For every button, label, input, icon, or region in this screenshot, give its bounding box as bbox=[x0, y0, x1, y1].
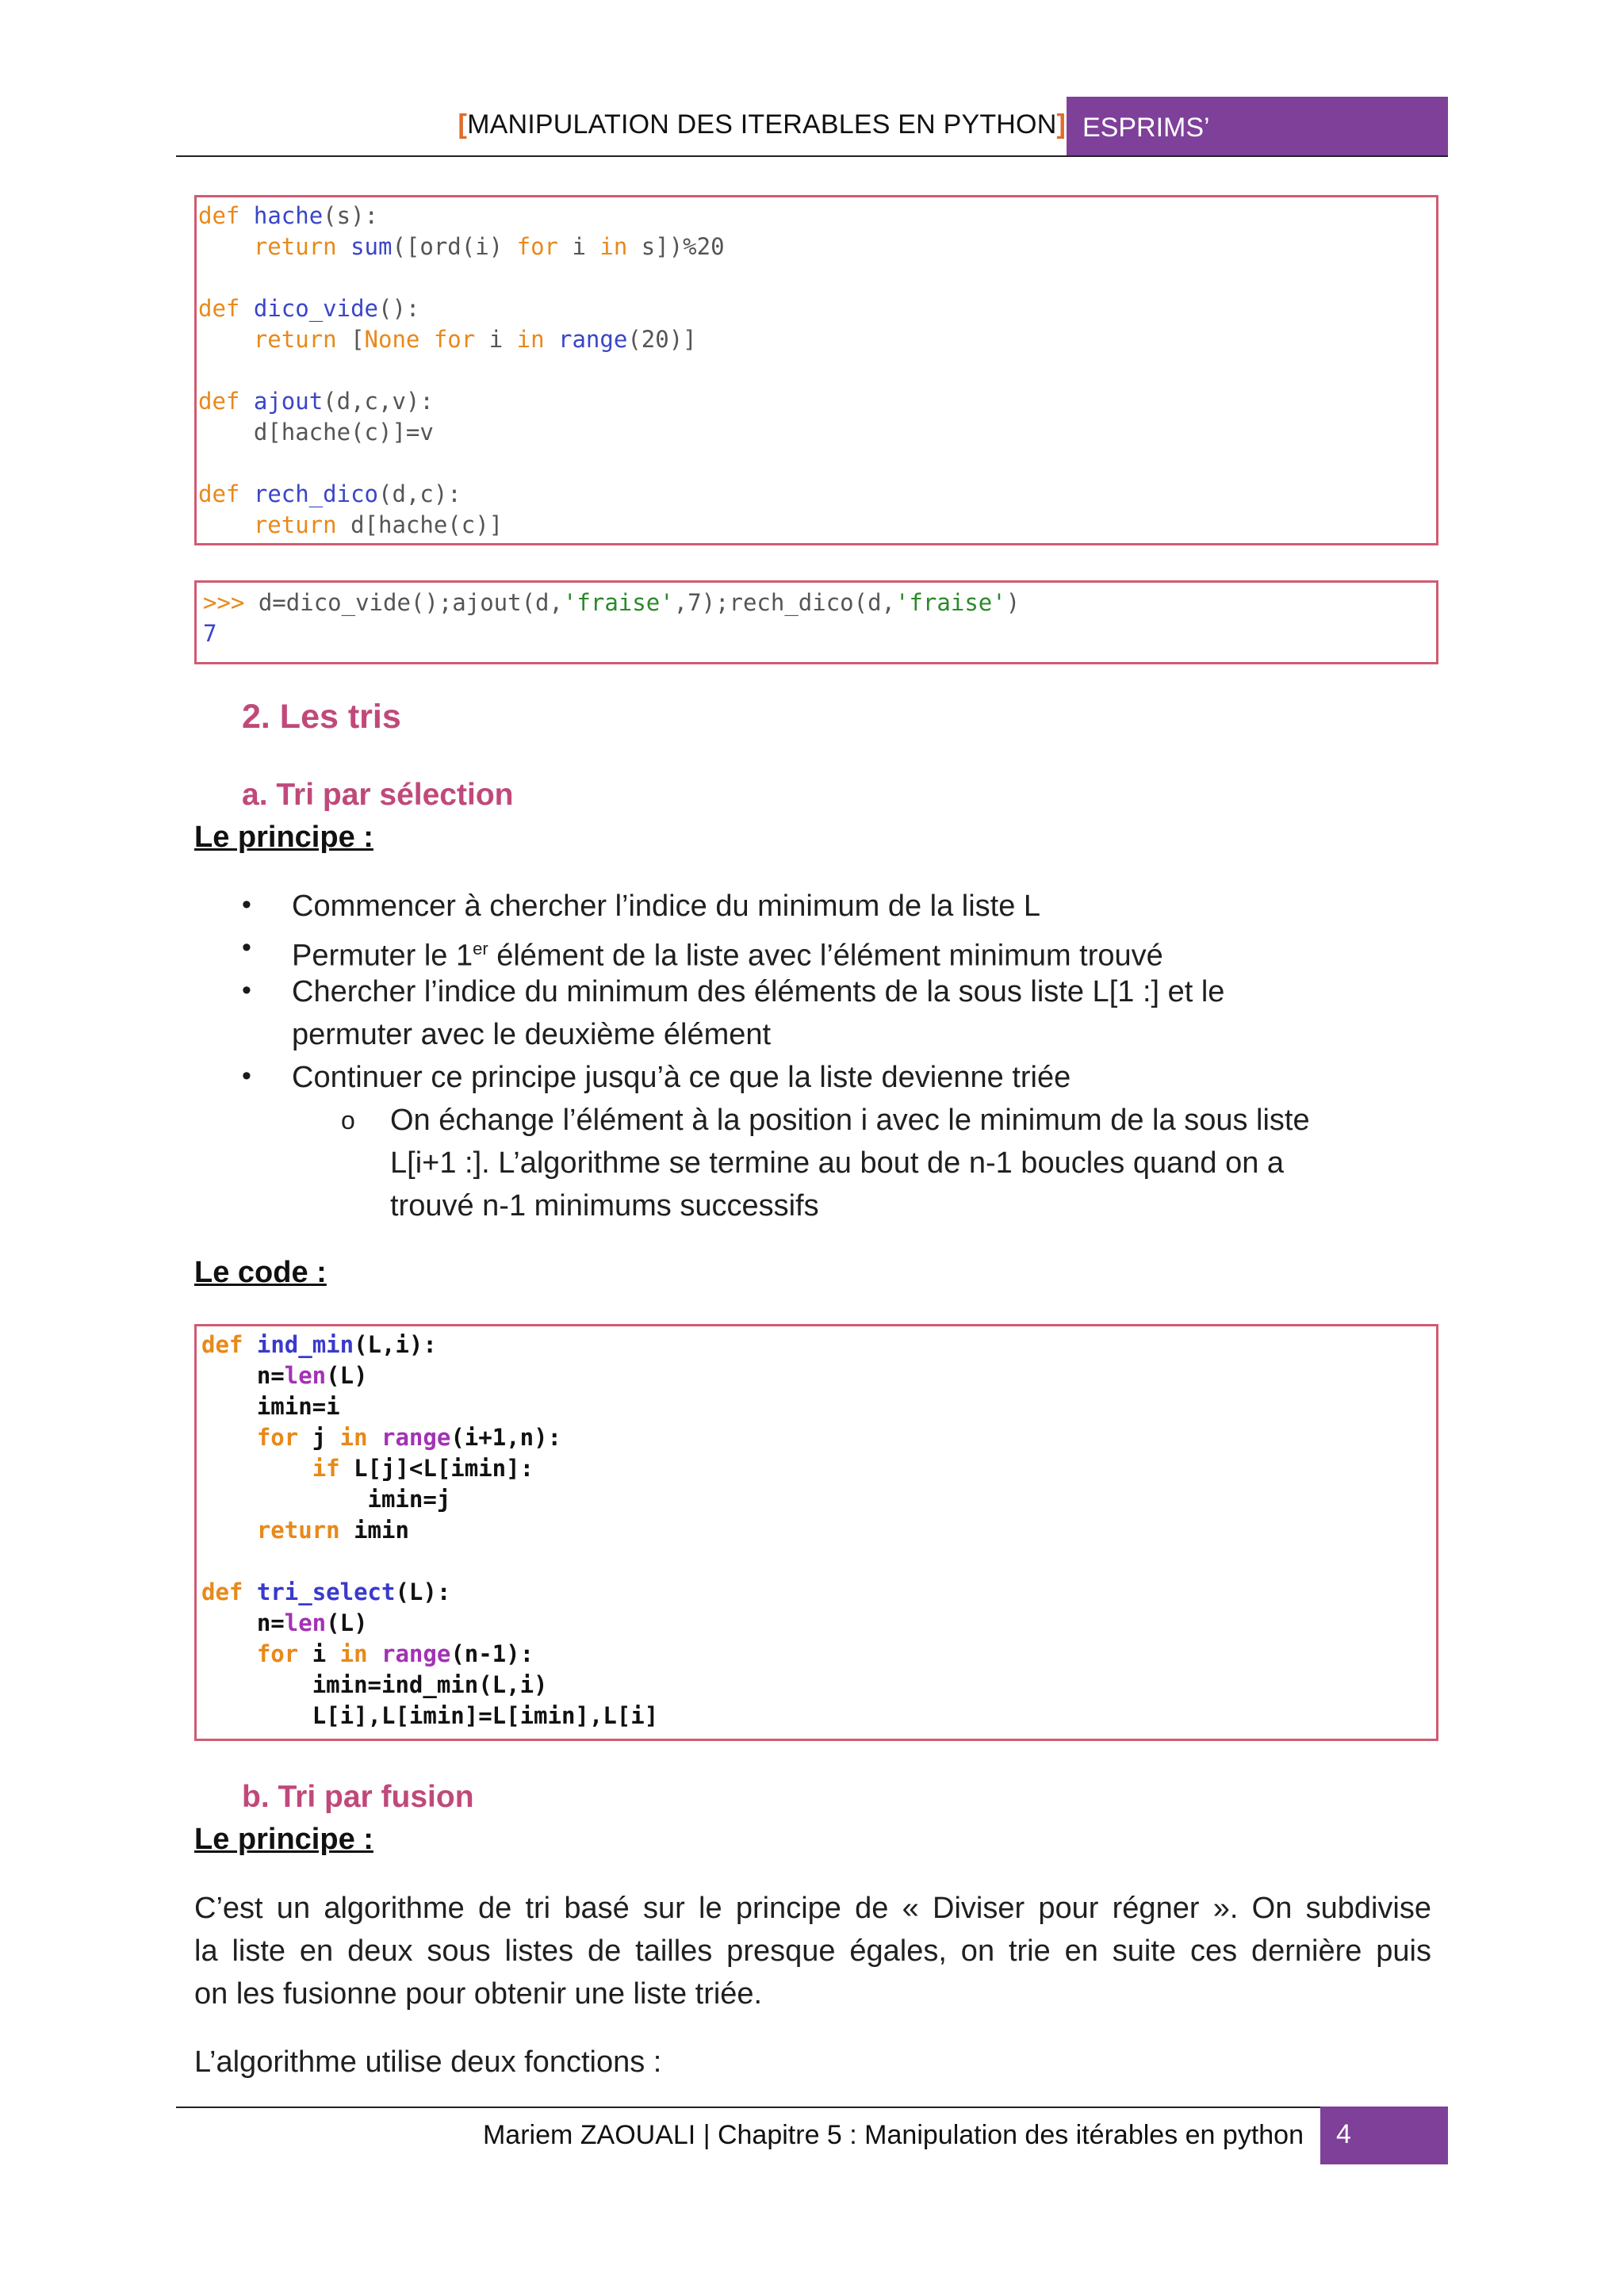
header-title bbox=[458, 109, 1066, 140]
section-title: 2. Les tris bbox=[242, 698, 401, 736]
page-number-band bbox=[1320, 2107, 1448, 2164]
shell-output-line: 7 bbox=[203, 620, 217, 647]
header-divider bbox=[176, 155, 1448, 157]
code-line: def ind_min(L,i): bbox=[201, 1331, 437, 1358]
code-line: L[i],L[imin]=L[imin],L[i] bbox=[312, 1702, 659, 1729]
sub-bullet-text: On échange l’élément à la position i avec le minimum de la sous liste bbox=[390, 1104, 1310, 1137]
principe-label: Le principe : bbox=[194, 821, 373, 854]
code-line: return imin bbox=[256, 1517, 409, 1544]
code-line: for j in range(i+1,n): bbox=[256, 1424, 562, 1451]
code-line: def dico_vide(): bbox=[198, 295, 420, 322]
code-line: n=len(L) bbox=[256, 1609, 368, 1636]
shell-command-line: >>> d=dico_vide();ajout(d,'fraise',7);rech_dico(d,'fraise') bbox=[203, 589, 1021, 616]
header-bracket-open: [ bbox=[458, 109, 468, 140]
bullet-marker: • bbox=[242, 975, 251, 1005]
principe-label-fusion: Le principe : bbox=[194, 1823, 373, 1856]
code-line: imin=j bbox=[367, 1486, 451, 1513]
code-line: def ajout(d,c,v): bbox=[198, 388, 434, 415]
code-line: return sum([ord(i) for i in s])%20 bbox=[253, 233, 725, 260]
paragraph-intro: L’algorithme utilise deux fonctions : bbox=[194, 2045, 662, 2079]
paragraph-line: C’est un algorithme de tri basé sur le principe de « Diviser pour régner ». On subdivise bbox=[194, 1892, 1431, 1925]
subsection-title-selection: a. Tri par sélection bbox=[242, 778, 514, 812]
code-line: def tri_select(L): bbox=[201, 1578, 451, 1605]
footer-text: Mariem ZAOUALI | Chapitre 5 : Manipulation des itérables en python bbox=[482, 2120, 1304, 2150]
code-line: def hache(s): bbox=[198, 202, 379, 229]
code-line: if L[j]<L[imin]: bbox=[312, 1455, 534, 1482]
page-number: 4 bbox=[1336, 2119, 1351, 2149]
code-label: Le code : bbox=[194, 1256, 327, 1289]
bullet-text: Continuer ce principe jusqu’à ce que la liste devienne triée bbox=[292, 1061, 1071, 1094]
code-line: return [None for i in range(20)] bbox=[253, 326, 697, 353]
header-band-label: ESPRIMS’ bbox=[1082, 113, 1210, 143]
bullet-text: Chercher l’indice du minimum des éléments de la sous liste L[1 :] et le bbox=[292, 975, 1225, 1008]
bullet-text-continued: permuter avec le deuxième élément bbox=[292, 1018, 772, 1051]
header-band bbox=[1067, 97, 1448, 157]
code-line: n=len(L) bbox=[256, 1362, 368, 1389]
code-line: imin=ind_min(L,i) bbox=[312, 1671, 548, 1698]
paragraph-line: la liste en deux sous listes de tailles presque égales, on trie en suite ces dernière puis bbox=[194, 1934, 1431, 1968]
sub-bullet-text: L[i+1 :]. L’algorithme se termine au bout de n-1 boucles quand on a bbox=[390, 1146, 1285, 1180]
sub-bullet-text: trouvé n-1 minimums successifs bbox=[390, 1189, 819, 1223]
sub-bullet-marker: o bbox=[341, 1106, 355, 1135]
bullet-text: Commencer à chercher l’indice du minimum de la liste L bbox=[292, 890, 1041, 923]
paragraph-line: on les fusionne pour obtenir une liste triée. bbox=[194, 1977, 763, 2011]
code-line: def rech_dico(d,c): bbox=[198, 480, 462, 507]
header-bracket-close: ] bbox=[1056, 109, 1066, 140]
shell-output-block bbox=[194, 580, 1438, 664]
bullet-marker: • bbox=[242, 1061, 251, 1091]
code-line: imin=i bbox=[256, 1393, 340, 1420]
bullet-marker: • bbox=[242, 890, 251, 920]
bullet-text: Permuter le 1er élément de la liste avec l’élément minimum trouvé bbox=[292, 939, 1163, 973]
footer-divider bbox=[176, 2107, 1448, 2108]
code-block-selection-sort bbox=[194, 1324, 1438, 1741]
code-line: for i in range(n-1): bbox=[256, 1640, 534, 1667]
code-line: return d[hache(c)] bbox=[253, 511, 504, 538]
subsection-title-fusion: b. Tri par fusion bbox=[242, 1780, 474, 1814]
header-title-text: MANIPULATION DES ITERABLES EN PYTHON bbox=[467, 109, 1057, 140]
code-line: d[hache(c)]=v bbox=[253, 419, 434, 446]
code-block-hash bbox=[194, 195, 1438, 545]
bullet-marker: • bbox=[242, 932, 251, 962]
